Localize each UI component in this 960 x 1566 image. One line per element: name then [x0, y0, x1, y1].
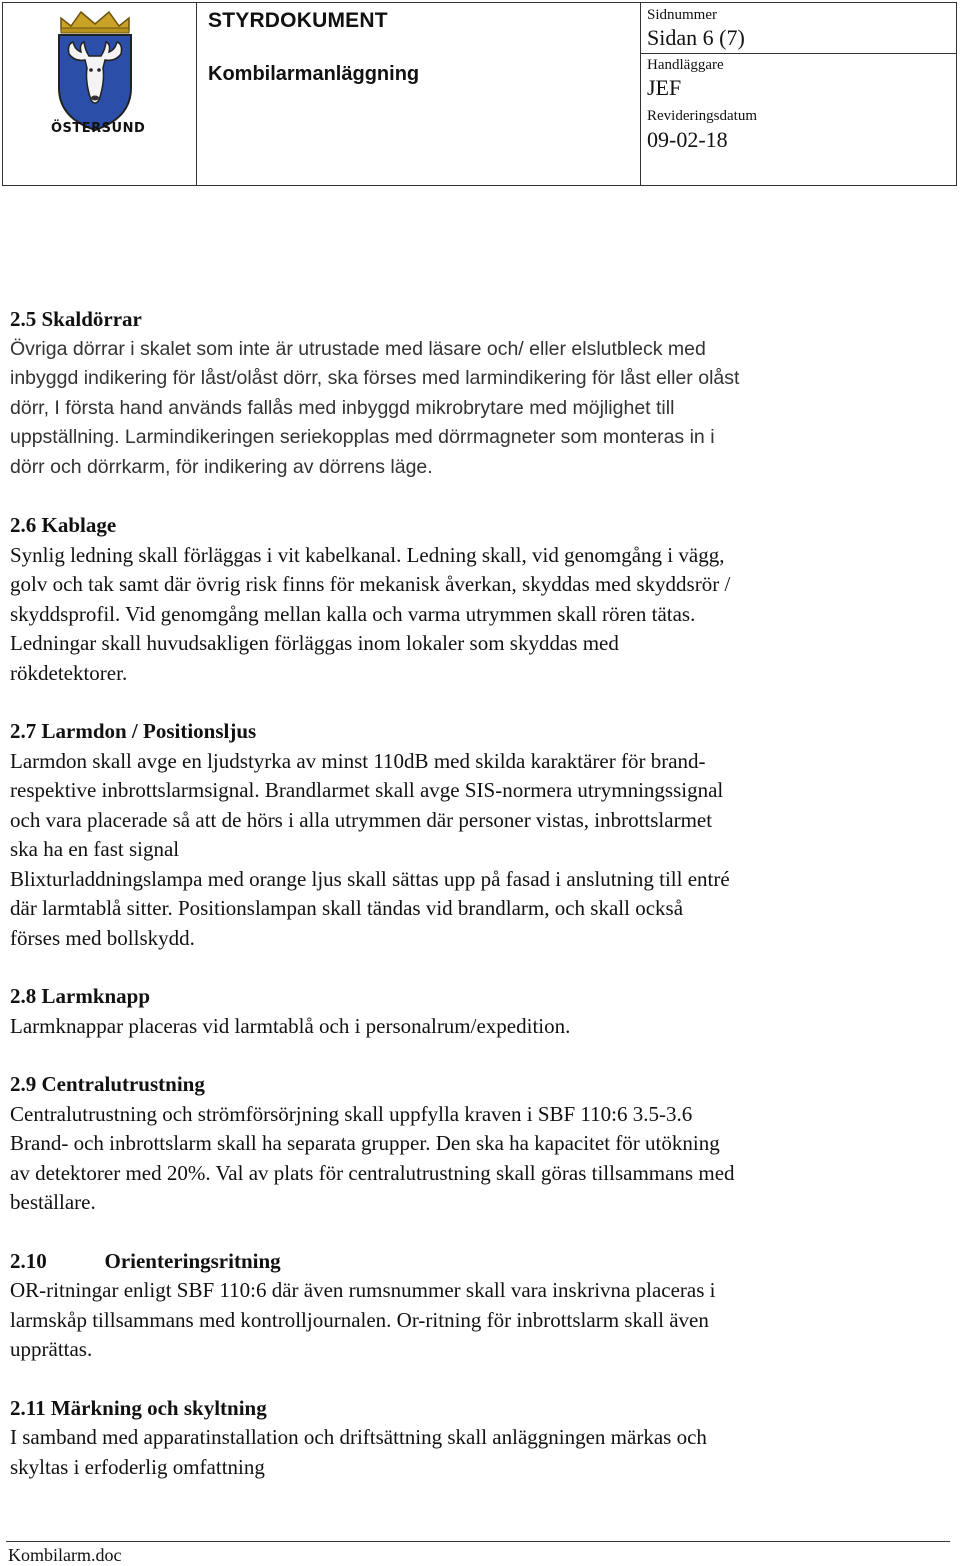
- document-type: STYRDOKUMENT: [208, 9, 388, 32]
- handler-value: JEF: [647, 75, 682, 100]
- body-text-line: ska ha en fast signal: [10, 837, 180, 861]
- section-heading: 2.5 Skaldörrar: [10, 307, 142, 331]
- document-name: Kombilarmanläggning: [208, 63, 420, 85]
- body-text-line: uppställning. Larmindikeringen seriekopplas med dörrmagneter som monteras in i: [10, 426, 715, 448]
- handler-label: Handläggare: [647, 57, 724, 73]
- body-text-line: upprättas.: [10, 1337, 93, 1361]
- body-text-line: Övriga dörrar i skalet som inte är utrustade med läsare och/ eller elslutbleck med: [10, 337, 706, 360]
- metadata-cell: [640, 3, 956, 185]
- body-text-line: Larmdon skall avge en ljudstyrka av minst 110dB med skilda karaktärer för brand-: [10, 748, 706, 773]
- document-header: [2, 2, 957, 186]
- page-number-label: Sidnummer: [647, 7, 717, 23]
- section-heading: 2.8 Larmknapp: [10, 984, 151, 1008]
- revision-date-label: Revideringsdatum: [647, 108, 757, 124]
- section-spacer: [10, 1218, 910, 1247]
- section-heading: 2.11 Märkning och skyltning: [10, 1395, 267, 1420]
- title-cell: [196, 3, 641, 185]
- body-text-line: golv och tak samt där övrig risk finns för mekanisk åverkan, skyddas med skyddsrör /: [10, 572, 731, 596]
- section-heading: 2.7 Larmdon / Positionsljus: [10, 719, 257, 743]
- body-text-line: Centralutrustning och strömförsörjning skall uppfylla kraven i SBF 110:6 3.5-3.6: [10, 1101, 693, 1126]
- body-text-line: respektive inbrottslarmsignal. Brandlarmet skall avge SIS-normera utrymningssignal: [10, 778, 724, 802]
- section: [10, 511, 910, 688]
- body-text-line: Synlig ledning skall förläggas i vit kabelkanal. Ledning skall, vid genomgång i vägg,: [10, 542, 725, 567]
- page-number-row: [640, 3, 956, 54]
- document-body: [10, 305, 910, 1482]
- section-spacer: [10, 1365, 910, 1394]
- body-text-line: dörr och dörrkarm, för indikering av dörrens läge.: [10, 455, 433, 478]
- body-text-line: Larmknappar placeras vid larmtablå och i personalrum/expedition.: [10, 1013, 571, 1038]
- body-text-line: och vara placerade så att de hörs i alla utrymmen där personer vistas, inbrottslarmet: [10, 807, 713, 832]
- section: [10, 982, 910, 1041]
- section: [10, 1394, 910, 1483]
- body-text-line: OR-ritningar enligt SBF 110:6 där även rumsnummer skall vara inskrivna placeras i: [10, 1278, 716, 1302]
- body-text-line: där larmtablå sitter. Positionslampan skall tändas vid brandlarm, och skall också: [10, 896, 684, 920]
- body-text-line: Blixturladdningslampa med orange ljus skall sättas upp på fasad i anslutning till entré: [10, 866, 730, 891]
- page-number-value: Sidan 6 (7): [647, 25, 745, 50]
- body-text-line: Brand- och inbrottslarm skall ha separata grupper. Den ska ha kapacitet för utökning: [10, 1131, 720, 1155]
- section-heading: 2.6 Kablage: [10, 513, 117, 537]
- logo-cell: [3, 3, 197, 185]
- section-heading: 2.9 Centralutrustning: [10, 1072, 205, 1096]
- logo-caption: ÖSTERSUND: [51, 121, 146, 136]
- body-text-line: förses med bollskydd.: [10, 925, 195, 950]
- body-text-line: beställare.: [10, 1190, 96, 1214]
- revision-date-value: 09-02-18: [647, 127, 728, 152]
- section: [10, 1247, 910, 1365]
- section-heading: 2.10 Orienteringsritning: [10, 1248, 281, 1273]
- body-text-line: larmskåp tillsammans med kontrolljournalen. Or-ritning för inbrottslarm skall även: [10, 1307, 709, 1332]
- body-text-line: skyltas i erfoderlig omfattning: [10, 1454, 265, 1479]
- body-text-line: av detektorer med 20%. Val av plats för centralutrustning skall göras tillsammans med: [10, 1160, 735, 1185]
- footer-divider: [6, 1541, 950, 1542]
- section: [10, 305, 910, 482]
- body-text-line: inbyggd indikering för låst/olåst dörr, ska förses med larmindikering för låst eller olåst: [10, 367, 740, 389]
- body-text-line: rökdetektorer.: [10, 660, 128, 685]
- body-text-line: dörr, I första hand används fallås med inbyggd mikrobrytare med möjlighet till: [10, 396, 675, 419]
- section: [10, 717, 910, 953]
- section-spacer: [10, 482, 910, 511]
- section: [10, 1070, 910, 1218]
- body-text-line: I samband med apparatinstallation och driftsättning skall anläggningen märkas och: [10, 1425, 707, 1449]
- section-spacer: [10, 953, 910, 982]
- section-spacer: [10, 688, 910, 717]
- footer-filename: Kombilarm.doc: [8, 1545, 122, 1565]
- section-spacer: [10, 1041, 910, 1070]
- body-text-line: skyddsprofil. Vid genomgång mellan kalla och varma utrymmen skall rören tätas.: [10, 601, 696, 626]
- body-text-line: Ledningar skall huvudsakligen förläggas inom lokaler som skyddas med: [10, 631, 619, 655]
